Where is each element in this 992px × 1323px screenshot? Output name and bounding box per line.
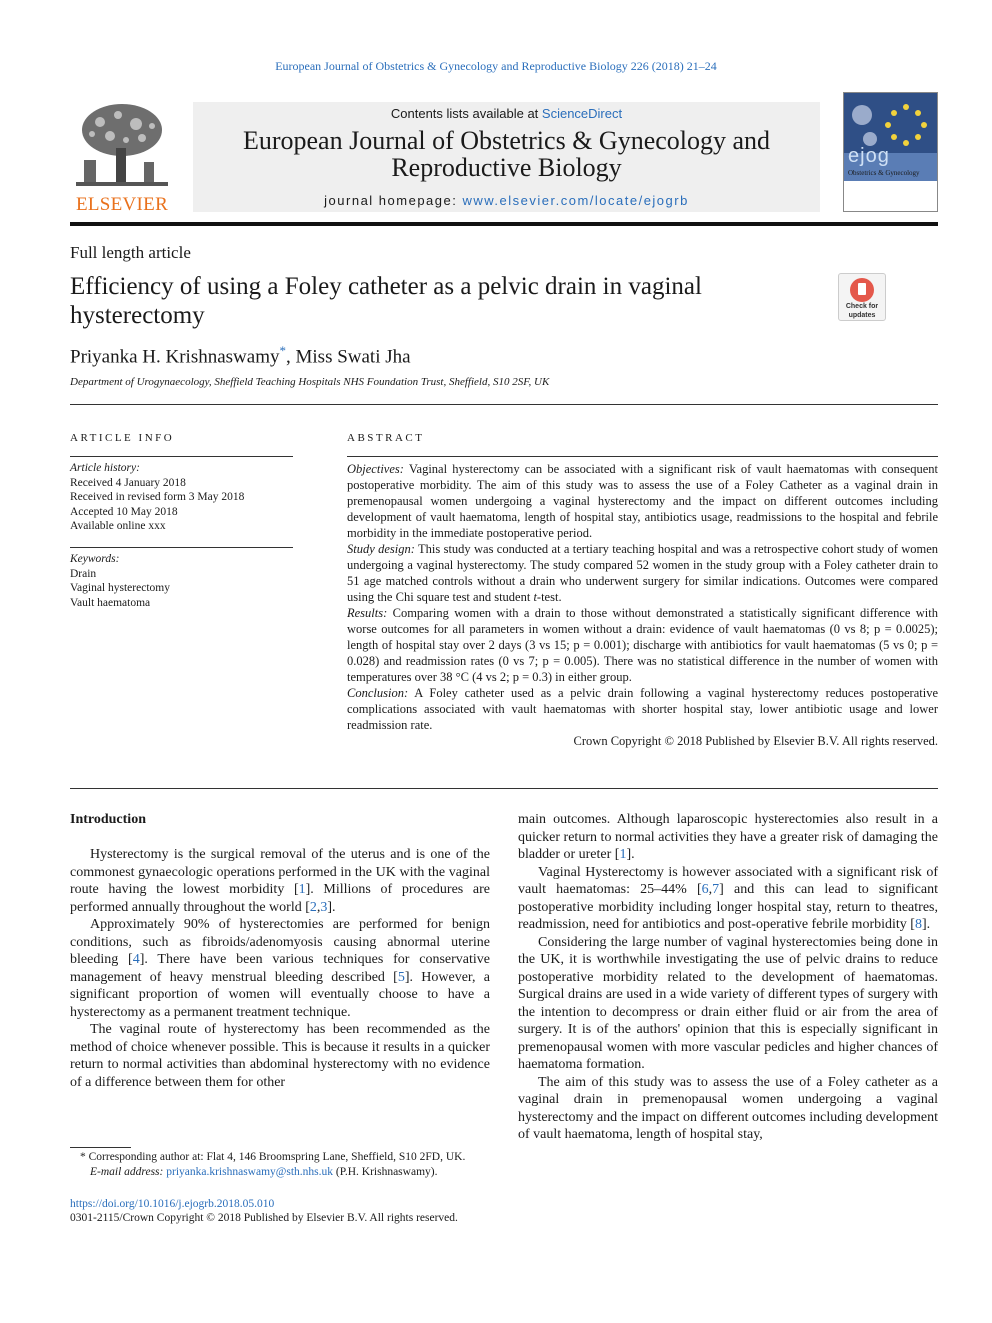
abstract-conclusion [347,685,938,733]
body-left-column [70,846,490,1091]
citation-link[interactable]: 7 [712,882,720,897]
footnote-email [70,1165,500,1180]
abstract-design [347,541,938,605]
elsevier-wordmark: ELSEVIER [75,194,169,215]
design-text-end: -test. [536,590,562,604]
history-online: Available online xxx [70,520,166,532]
article-info-heading: ARTICLE INFO [70,432,175,444]
journal-masthead [193,102,820,212]
elsevier-tree-icon [70,100,174,192]
objectives-text: Vaginal hysterectomy can be associated with a significant risk of vault haematomas with consequent postoperative morbidity. The aim of this study was to assess the use of a Foley Catheter as a vaginal drain in premenopausal women undergoing a vaginal hysterectomy and the impact on different outcomes including development of vault haematoma, length of hospital stay, antibiotics usage, readmissions to the hospital and febrile morbidity in the immediate postoperative period. [347,462,938,540]
citation-link[interactable]: 8 [914,917,922,932]
email-suffix: (P.H. Krishnaswamy). [333,1166,438,1178]
crossmark-line2: updates [848,312,876,319]
citation-link[interactable]: 2 [309,899,317,915]
abstract-divider [70,788,938,789]
keywords-block [70,552,293,610]
citation-link[interactable]: 5 [397,969,405,985]
email-link[interactable]: priyanka.krishnaswamy@sth.nhs.uk [166,1166,334,1178]
design-label: Study design: [347,542,415,556]
crossmark-icon [850,278,874,302]
homepage-link[interactable]: www.elsevier.com/locate/ejogrb [462,193,689,208]
author-1: Priyanka H. Krishnaswamy [70,346,280,368]
intro-paragraph-6: The aim of this study was to assess the use of a Foley catheter as a vaginal drain in premenopausal women undergoing a vaginal hysterectomy and the impact on different outcomes including development of vault haematoma, length of hospital stay, [518,1074,938,1142]
design-t: t [533,590,537,604]
elsevier-logo [70,100,174,216]
design-text: This study was conducted at a tertiary teaching hospital and was a retrospective cohort study of women undergoing a vaginal hysterectomy. The study compared 52 women in the study group with a Foley catheter drain to 51 age matched controls without a drain who underwent surgery for similar indications. Outcomes were compared using the Chi square test and student [347,542,938,604]
history-received: Received 4 January 2018 [70,476,186,489]
author-list [70,343,411,368]
homepage-line [193,193,820,208]
history-revised: Received in revised form 3 May 2018 [70,491,245,503]
article-info-rule [70,456,293,457]
intro-paragraph-1: Hysterectomy is the surgical removal of the uterus and is one of the commonest gynaecologic operations performed in the UK with the vaginal route having the lowest morbidity [1]. Millions of procedures are performed annually throughout the world [2,3]. [70,847,490,915]
affiliation: Department of Urogynaecology, Sheffield Teaching Hospitals NHS Foundation Trust, Sheffield, S10 2SF, UK [70,376,550,388]
keyword-item: Drain [70,567,97,580]
keyword-item: Vault haematoma [70,596,151,609]
check-for-updates-badge[interactable] [838,273,886,321]
abstract-rule [347,456,938,457]
doi-link[interactable]: https://doi.org/10.1016/j.ejogrb.2018.05.010 [70,1198,275,1210]
author-2: , Miss Swati Jha [286,346,411,368]
intro-paragraph-3-cont: main outcomes. Although laparoscopic hysterectomies also result in a quicker return to normal activities they have a greater risk of damaging the bladder or ureter [1]. [518,812,938,862]
article-type: Full length article [70,243,191,262]
intro-paragraph-5: Considering the large number of vaginal hysterectomies being done in the UK, it is worthwhile investigating the use of pelvic drains to reduce postoperative morbidity related to the development of haematomas. Surgical drains are used in a wide variety of different types of surgery with the intention to decompress or drain either fluid or air from the area of surgery. It is of the authors' opinion that this is especially significant in premenopausal women with more vascular pedicles and higher chances of haematoma formation. [518,934,938,1072]
abstract-objectives [347,461,938,541]
citation-link[interactable]: 3 [320,899,328,915]
history-label: Article history: [70,462,140,474]
abstract-body [347,461,938,749]
contents-prefix: Contents lists available at [390,106,542,121]
homepage-prefix: journal homepage: [324,193,463,208]
footnote-address [70,1150,500,1165]
affiliation-divider [70,404,938,405]
introduction-heading: Introduction [70,812,146,827]
sciencedirect-link[interactable]: ScienceDirect [541,106,623,121]
abstract-results [347,605,938,685]
journal-reference[interactable]: European Journal of Obstetrics & Gynecology and Reproductive Biology 226 (2018) 21–24 [275,59,717,73]
header-divider [70,222,938,226]
body-right-column [518,811,938,1144]
contents-line [193,106,820,121]
article-history [70,461,293,534]
article-title: Efficiency of using a Foley catheter as a pelvic drain in vaginal hysterectomy [70,273,702,329]
citation-link[interactable]: 1 [298,882,306,897]
corresponding-author-link[interactable]: * [279,343,286,358]
conclusion-label: Conclusion: [347,686,409,700]
citation-link[interactable]: 1 [619,847,627,862]
results-text: Comparing women with a drain to those without demonstrated a statistically significant difference with worse outcomes for all parameters in women without a drain: evidence of vault haematomas (0 vs 8; p = 0.0025); length of hospital stay over 2 days (3 vs 15; p = 0.001); discharge with antibiotics for vault haematomas (5 vs 0; p = 0.028) and readmission rates (0 vs 7; p = 0.005). There was no statistical difference in the number of women with temperatures over 38 °C (4 vs 2; p = 0.3) in either group. [347,606,938,684]
keywords-rule [70,547,293,548]
abstract-copyright: Crown Copyright © 2018 Published by Elsevier B.V. All rights reserved. [573,734,938,748]
conclusion-text: A Foley catheter used as a pelvic drain following a vaginal hysterectomy reduces postoperative complications associated with vault haematomas with shorter hospital stay, lower antibiotic usage and lower readmission rate. [347,686,938,732]
results-label: Results: [347,606,388,620]
email-label: E-mail address: [90,1166,164,1178]
abstract-heading: ABSTRACT [347,432,425,444]
history-accepted: Accepted 10 May 2018 [70,505,178,518]
keywords-label: Keywords: [70,553,120,565]
journal-title: European Journal of Obstetrics & Gynecology and Reproductive Biology [242,126,771,182]
objectives-label: Objectives: [347,462,404,476]
citation-link[interactable]: 4 [132,952,140,967]
footnote-rule [70,1147,131,1148]
journal-cover-image [843,92,938,212]
intro-paragraph-2: Approximately 90% of hysterectomies are performed for benign conditions, such as fibroids/adenomyosis causing abnormal uterine bleeding [4]. There have been various techniques for conservative management of heavy menstrual bleeding described [5]. However, a significant proportion of women will eventually choose to have a hysterectomy as a permanent treatment technique. [70,917,491,1020]
corresponding-author-footnote [70,1150,500,1180]
issn-copyright: 0301-2115/Crown Copyright © 2018 Published by Elsevier B.V. All rights reserved. [70,1212,458,1224]
citation-link[interactable]: 6 [701,882,709,897]
keyword-item: Vaginal hysterectomy [70,582,170,594]
crossmark-line1: Check for [845,303,879,310]
footnote-mark: * [80,1151,86,1163]
footnote-text: Corresponding author at: Flat 4, 146 Broomspring Lane, Sheffield, S10 2FD, UK. [85,1151,466,1163]
intro-paragraph-4: Vaginal Hysterectomy is however associated with a significant risk of vault haematomas: 25–44% [6,7] and this can lead to significant postoperative morbidity including longer hospital stay, return to theatres, readmission, need for antibiotics and post-operative febrile morbidity [8]. [518,864,938,932]
cover-logo: ejog [848,145,890,167]
intro-paragraph-3: The vaginal route of hysterectomy has been recommended as the method of choice whenever possible. This is because it results in a quicker return to normal activities than abdominal hysterectomy with no evidence of a difference between them for other [70,1022,490,1090]
cover-subtitle: Obstetrics & Gynecology [848,169,920,177]
